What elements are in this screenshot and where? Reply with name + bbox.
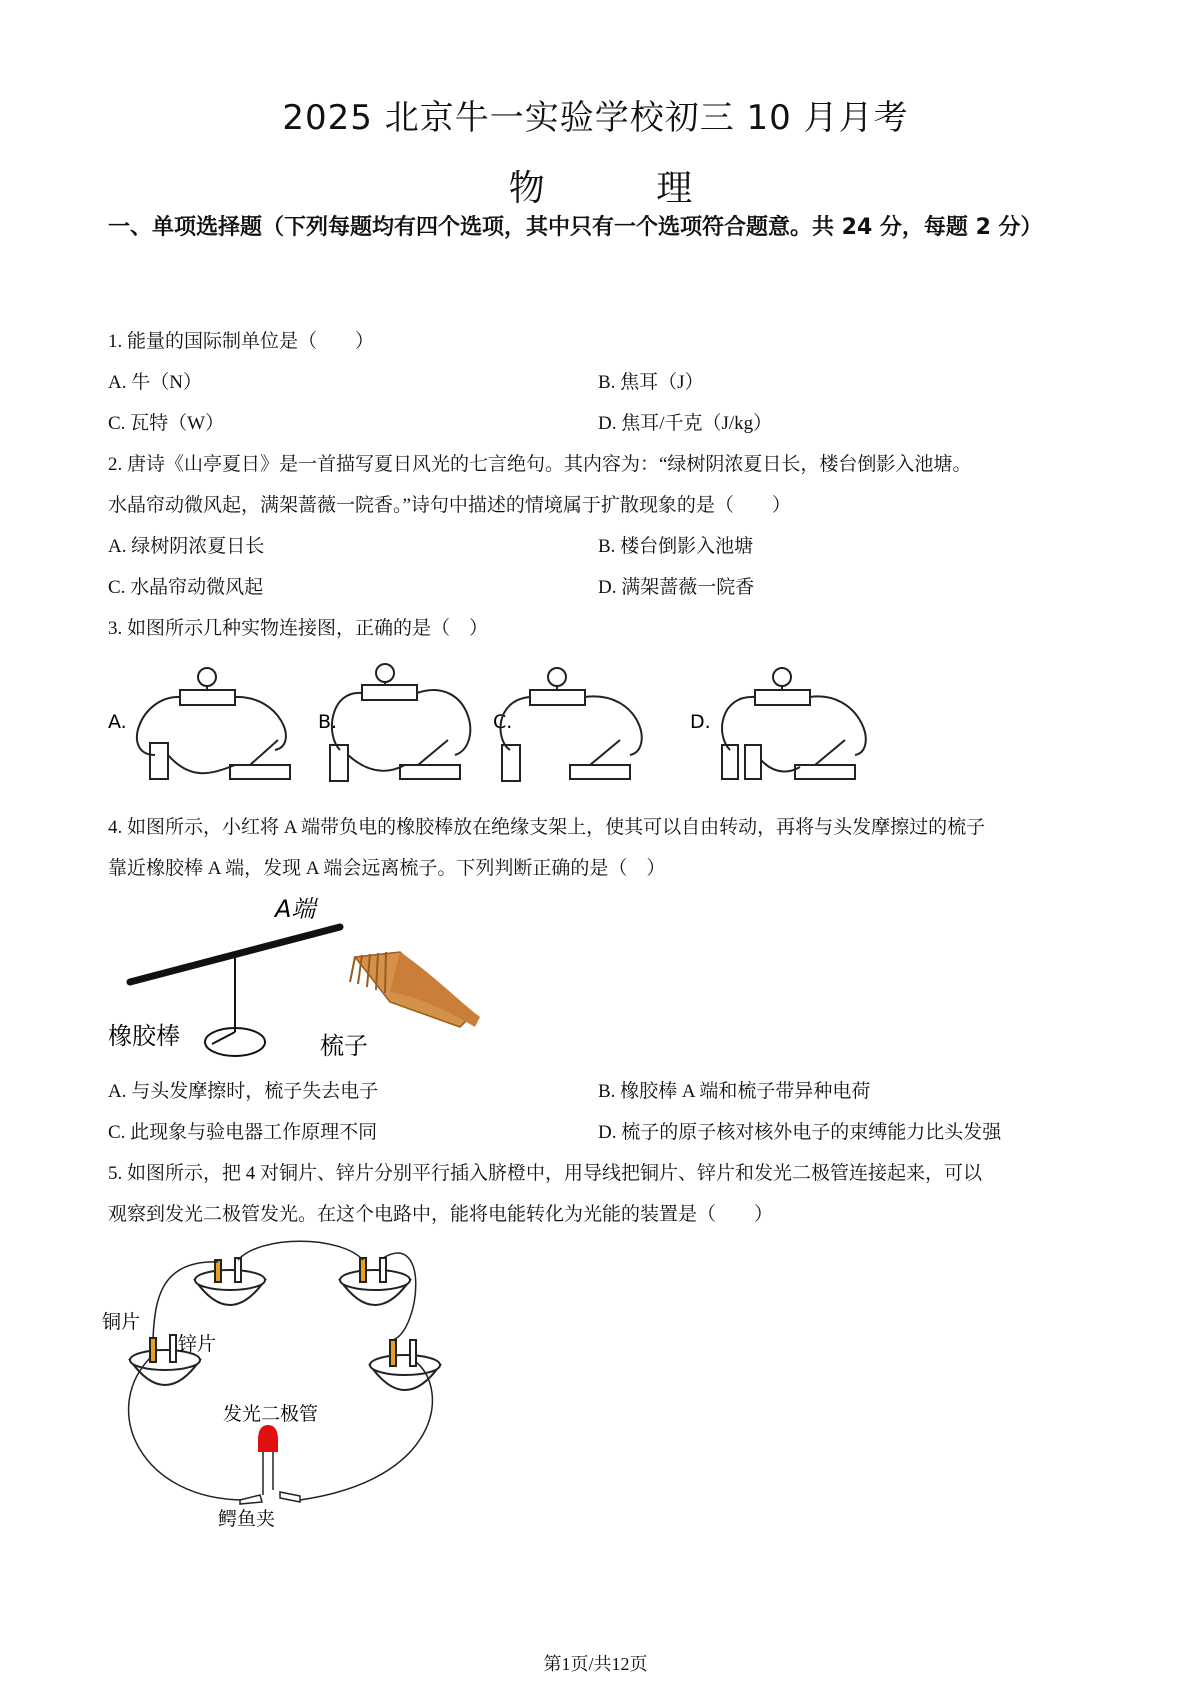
q4-option-b: B. 橡胶棒 A 端和梳子带异种电荷	[598, 1081, 871, 1102]
comb-image	[350, 952, 480, 1027]
q2-option-b: B. 楼台倒影入池塘	[598, 536, 754, 557]
a-end-label: A端	[275, 895, 316, 923]
q3-label-a: A.	[108, 711, 127, 733]
circuit-c	[500, 668, 641, 781]
q4-option-c: C. 此现象与验电器工作原理不同	[108, 1122, 378, 1143]
led-label: 发光二极管	[223, 1403, 319, 1425]
q2-stem-line1: 2. 唐诗《山亭夏日》是一首描写夏日风光的七言绝句。其内容为：“绿树阴浓夏日长，楼台倒影入池塘。	[108, 454, 972, 475]
q2-option-d: D. 满架蔷薇一院香	[598, 577, 755, 598]
q3-circuit-figures	[100, 655, 950, 795]
comb-label: 梳子	[320, 1032, 368, 1060]
q1-option-b: B. 焦耳（J）	[598, 372, 704, 393]
q3-label-c: C.	[493, 711, 513, 733]
zinc-label: 锌片	[178, 1333, 217, 1355]
q3-label-b: B.	[318, 711, 338, 733]
copper-label: 铜片	[102, 1311, 141, 1333]
alligator-clips	[240, 1492, 300, 1504]
led-icon	[258, 1425, 278, 1495]
clip-label: 鳄鱼夹	[218, 1508, 276, 1530]
q5-stem-line2: 观察到发光二极管发光。在这个电路中，能将电能转化为光能的装置是（ ）	[108, 1204, 774, 1225]
q4-figure	[100, 892, 500, 1072]
q3-stem: 3. 如图所示几种实物连接图，正确的是（ ）	[108, 618, 489, 639]
q1-option-a: A. 牛（N）	[108, 372, 202, 393]
circuit-d	[722, 668, 866, 779]
orange-cells	[130, 1258, 440, 1390]
q1-option-c: C. 瓦特（W）	[108, 413, 225, 434]
q3-label-d: D.	[690, 711, 711, 733]
q4-stem-line1: 4. 如图所示，小红将 A 端带负电的橡胶棒放在绝缘支架上，使其可以自由转动，再将与头发摩擦过的梳子	[108, 817, 986, 838]
q2-stem-line2: 水晶帘动微风起，满架蔷薇一院香。”诗句中描述的情境属于扩散现象的是（ ）	[108, 495, 791, 516]
rubber-rod-label: 橡胶棒	[108, 1022, 180, 1050]
section-heading: 一、单项选择题（下列每题均有四个选项，其中只有一个选项符合题意。共 24 分，每题 2 分）	[108, 215, 1043, 240]
q2-option-a: A. 绿树阴浓夏日长	[108, 536, 265, 557]
q2-option-c: C. 水晶帘动微风起	[108, 577, 264, 598]
q5-figure	[100, 1240, 500, 1540]
circuit-a	[137, 668, 290, 779]
q1-option-d: D. 焦耳/千克（J/kg）	[598, 413, 773, 434]
page-title: 2025 北京牛一实验学校初三 10 月月考	[282, 98, 909, 138]
circuit-b	[330, 664, 470, 781]
page-footer: 第1页/共12页	[543, 1654, 648, 1674]
q4-option-d: D. 梳子的原子核对核外电子的束缚能力比头发强	[598, 1122, 1002, 1143]
subject-title: 物 理	[508, 168, 743, 209]
q1-stem: 1. 能量的国际制单位是（ ）	[108, 331, 375, 352]
q5-stem-line1: 5. 如图所示，把 4 对铜片、锌片分别平行插入脐橙中，用导线把铜片、锌片和发光二极管连接起来，可以	[108, 1163, 983, 1184]
q4-stem-line2: 靠近橡胶棒 A 端，发现 A 端会远离梳子。下列判断正确的是（ ）	[108, 858, 666, 879]
q4-option-a: A. 与头发摩擦时，梳子失去电子	[108, 1081, 379, 1102]
